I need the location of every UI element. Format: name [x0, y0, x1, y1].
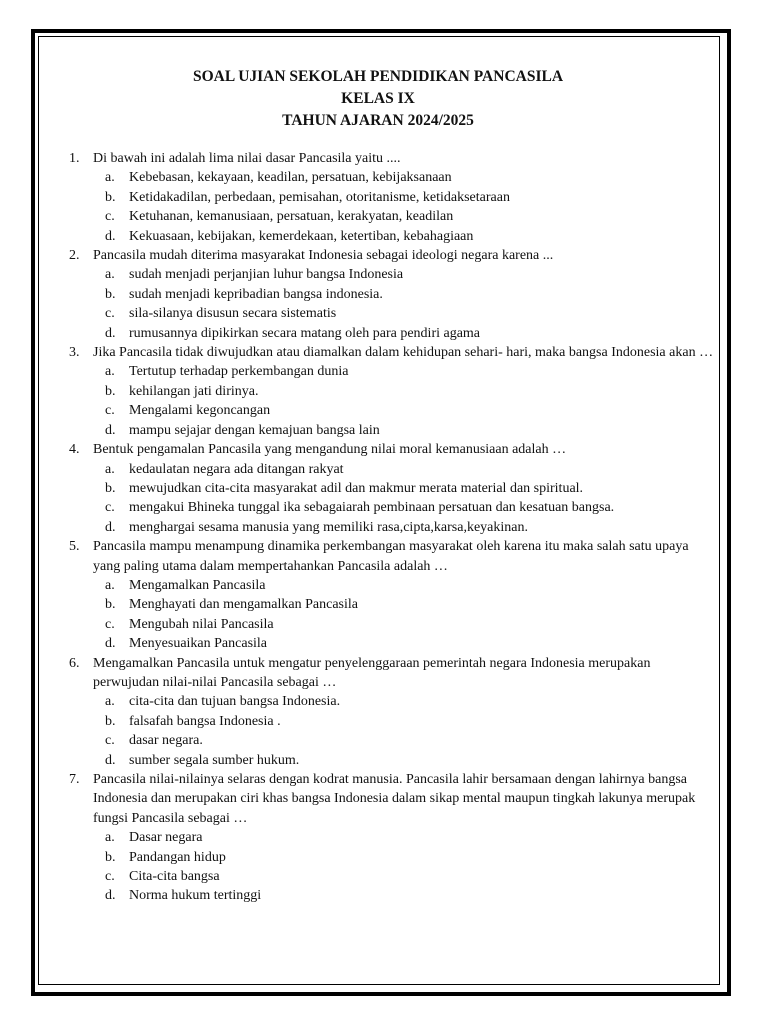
option-text: rumusannya dipikirkan secara matang oleh para pendiri agama [129, 325, 481, 341]
option-text: Mengamalkan Pancasila [129, 577, 266, 593]
option-row [38, 227, 718, 246]
option-body [93, 479, 718, 498]
option-text: Pandangan hidup [129, 849, 226, 865]
option-letter: d. [105, 228, 116, 244]
option-row [38, 731, 718, 750]
option-body [93, 595, 718, 614]
answer-option [38, 595, 718, 614]
question-item [38, 343, 718, 440]
option-body [93, 168, 718, 187]
question-stem [38, 440, 718, 459]
option-row [38, 751, 718, 770]
option-text: sila-silanya disusun secara sistematis [129, 306, 337, 322]
option-letter: a. [105, 267, 115, 283]
option-row [38, 168, 718, 187]
option-body [93, 692, 718, 711]
option-row [38, 401, 718, 420]
question-list [38, 149, 718, 906]
option-body [93, 634, 718, 653]
option-body [93, 421, 718, 440]
option-letter: b. [105, 849, 116, 865]
option-text: Mengalami kegoncangan [129, 403, 271, 419]
option-row [38, 867, 718, 886]
option-letter: b. [105, 383, 116, 399]
option-letter: a. [105, 577, 115, 593]
option-body [93, 615, 718, 634]
option-text: Mengubah nilai Pancasila [129, 616, 274, 632]
question-item [38, 537, 718, 653]
option-letter: d. [105, 888, 116, 904]
option-body [93, 828, 718, 847]
option-text: Kekuasaan, kebijakan, kemerdekaan, ketertiban, kebahagiaan [129, 228, 474, 244]
option-body [93, 304, 718, 323]
option-list [38, 362, 718, 440]
option-text: sudah menjadi kepribadian bangsa indonesia. [129, 286, 383, 302]
document-header [38, 66, 718, 132]
question-number: 3. [69, 345, 80, 361]
option-text: Menyesuaikan Pancasila [129, 636, 268, 652]
title-line-1: SOAL UJIAN SEKOLAH PENDIDIKAN PANCASILA [192, 68, 564, 85]
option-letter: b. [105, 189, 116, 205]
question-text: Pancasila mudah diterima masyarakat Indonesia sebagai ideologi negara karena ... [93, 248, 554, 264]
answer-option [38, 188, 718, 207]
option-body [93, 227, 718, 246]
answer-option [38, 362, 718, 381]
option-body [93, 460, 718, 479]
question-stem [38, 770, 718, 828]
answer-option [38, 828, 718, 847]
option-text: Cita-cita bangsa [129, 869, 220, 885]
option-text: kedaulatan negara ada ditangan rakyat [129, 461, 344, 477]
option-text: sudah menjadi perjanjian luhur bangsa Indonesia [129, 267, 404, 283]
option-letter: d. [105, 422, 116, 438]
option-letter: c. [105, 500, 115, 516]
question-number: 4. [69, 442, 80, 458]
option-body [93, 731, 718, 750]
answer-option [38, 421, 718, 440]
option-letter: d. [105, 752, 116, 768]
option-row [38, 421, 718, 440]
question-number: 1. [69, 151, 80, 166]
answer-option [38, 751, 718, 770]
question-number: 5. [69, 539, 80, 555]
answer-option [38, 615, 718, 634]
option-row [38, 634, 718, 653]
option-text: menghargai sesama manusia yang memiliki rasa,cipta,karsa,keyakinan. [129, 519, 528, 535]
option-row [38, 886, 718, 905]
question-stem [38, 537, 718, 576]
option-row [38, 382, 718, 401]
option-body [93, 867, 718, 886]
answer-option [38, 634, 718, 653]
option-letter: a. [105, 364, 115, 380]
option-letter: b. [105, 286, 116, 302]
option-row [38, 518, 718, 537]
option-text: mengakui Bhineka tunggal ika sebagaiarah pembinaan persatuan dan kesatuan bangsa. [129, 500, 615, 516]
option-list [38, 460, 718, 538]
option-letter: d. [105, 519, 116, 535]
answer-option [38, 324, 718, 343]
option-row [38, 324, 718, 343]
option-text: Menghayati dan mengamalkan Pancasila [129, 597, 358, 613]
option-body [93, 712, 718, 731]
option-text: falsafah bangsa Indonesia . [129, 713, 281, 729]
option-letter: a. [105, 170, 115, 186]
question-text: Di bawah ini adalah lima nilai dasar Pancasila yaitu .... [93, 151, 401, 166]
option-row [38, 304, 718, 323]
option-letter: d. [105, 636, 116, 652]
option-body [93, 362, 718, 381]
answer-option [38, 692, 718, 711]
question-number: 2. [69, 248, 80, 264]
option-letter: a. [105, 830, 115, 846]
option-row [38, 576, 718, 595]
option-text: dasar negara. [129, 733, 203, 749]
option-letter: c. [105, 869, 115, 885]
option-letter: b. [105, 713, 116, 729]
option-body [93, 751, 718, 770]
answer-option [38, 479, 718, 498]
document-body [38, 36, 718, 906]
answer-option [38, 460, 718, 479]
option-letter: a. [105, 694, 115, 710]
option-row [38, 285, 718, 304]
answer-option [38, 886, 718, 905]
option-letter: c. [105, 209, 115, 225]
answer-option [38, 518, 718, 537]
option-row [38, 479, 718, 498]
question-text: Pancasila mampu menampung dinamika perkembangan masyarakat oleh karena itu maka salah satu upaya yang paling utama dalam mempertahankan Pancasila adalah … [93, 539, 689, 574]
question-item [38, 149, 718, 246]
option-letter: c. [105, 306, 115, 322]
option-letter: c. [105, 403, 115, 419]
question-item [38, 246, 718, 343]
option-text: cita-cita dan tujuan bangsa Indonesia. [129, 694, 341, 710]
option-letter: c. [105, 616, 115, 632]
option-body [93, 265, 718, 284]
option-text: Norma hukum tertinggi [129, 888, 262, 904]
option-body [93, 576, 718, 595]
option-text: mampu sejajar dengan kemajuan bangsa lain [129, 422, 380, 438]
option-body [93, 188, 718, 207]
option-list [38, 168, 718, 246]
question-item [38, 770, 718, 906]
option-row [38, 848, 718, 867]
option-body [93, 886, 718, 905]
option-body [93, 401, 718, 420]
question-stem [38, 654, 718, 693]
question-text: Jika Pancasila tidak diwujudkan atau diamalkan dalam kehidupan sehari- hari, maka bangsa Indonesia akan … [93, 345, 714, 361]
question-stem [38, 149, 718, 168]
title-line-3: TAHUN AJARAN 2024/2025 [282, 112, 474, 129]
option-row [38, 362, 718, 381]
option-list [38, 692, 718, 770]
answer-option [38, 401, 718, 420]
answer-option [38, 285, 718, 304]
option-body [93, 207, 718, 226]
question-stem [38, 343, 718, 362]
answer-option [38, 168, 718, 187]
option-text: sumber segala sumber hukum. [129, 752, 300, 768]
option-text: mewujudkan cita-cita masyarakat adil dan makmur merata material dan spiritual. [129, 480, 584, 496]
option-body [93, 285, 718, 304]
option-letter: a. [105, 461, 115, 477]
answer-option [38, 848, 718, 867]
question-text: Pancasila nilai-nilainya selaras dengan kodrat manusia. Pancasila lahir bersamaan dengan lahirnya bangsa Indonesia dan merupakan ciri khas bangsa Indonesia dalam sikap mental maupun tingkah lakunya merupak fungsi Pancasila sebagai … [93, 772, 696, 826]
question-text: Bentuk pengamalan Pancasila yang mengandung nilai moral kemanusiaan adalah … [93, 442, 567, 458]
option-text: Tertutup terhadap perkembangan dunia [129, 364, 349, 380]
answer-option [38, 712, 718, 731]
question-item [38, 654, 718, 770]
option-list [38, 576, 718, 654]
option-text: Kebebasan, kekayaan, keadilan, persatuan, kebijaksanaan [129, 170, 452, 186]
option-row [38, 188, 718, 207]
answer-option [38, 498, 718, 517]
option-body [93, 324, 718, 343]
option-row [38, 460, 718, 479]
option-row [38, 265, 718, 284]
answer-option [38, 227, 718, 246]
answer-option [38, 382, 718, 401]
answer-option [38, 265, 718, 284]
option-list [38, 265, 718, 343]
option-text: Ketidakadilan, perbedaan, pemisahan, otoritanisme, ketidaksetaraan [129, 189, 510, 205]
option-row [38, 828, 718, 847]
answer-option [38, 867, 718, 886]
option-body [93, 382, 718, 401]
option-row [38, 712, 718, 731]
option-letter: b. [105, 480, 116, 496]
question-number: 6. [69, 655, 80, 671]
option-row [38, 692, 718, 711]
answer-option [38, 207, 718, 226]
answer-option [38, 576, 718, 595]
option-list [38, 828, 718, 906]
question-stem [38, 246, 718, 265]
option-letter: d. [105, 325, 116, 341]
option-body [93, 848, 718, 867]
option-letter: c. [105, 733, 115, 749]
question-text: Mengamalkan Pancasila untuk mengatur penyelenggaraan pemerintah negara Indonesia merupakan perwujudan nilai-nilai Pancasila sebagai … [93, 655, 651, 690]
option-row [38, 595, 718, 614]
question-number: 7. [69, 772, 80, 787]
option-letter: b. [105, 597, 116, 613]
question-item [38, 440, 718, 537]
option-body [93, 518, 718, 537]
option-body [93, 498, 718, 517]
option-text: Ketuhanan, kemanusiaan, persatuan, kerakyatan, keadilan [129, 209, 454, 225]
answer-option [38, 304, 718, 323]
option-row [38, 207, 718, 226]
option-text: kehilangan jati dirinya. [129, 383, 259, 399]
title-line-2: KELAS IX [341, 90, 415, 107]
option-row [38, 615, 718, 634]
option-text: Dasar negara [129, 830, 203, 846]
option-row [38, 498, 718, 517]
answer-option [38, 731, 718, 750]
